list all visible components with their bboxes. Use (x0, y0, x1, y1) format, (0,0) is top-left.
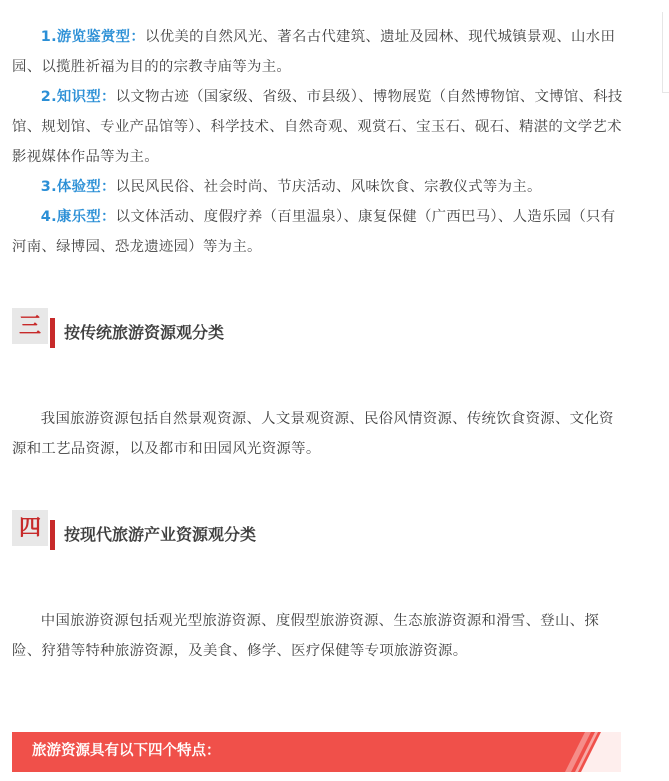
type-text-experience: 以民风民俗、社会时尚、节庆活动、风味饮食、宗教仪式等为主。 (115, 179, 542, 195)
banner-stripe-decoration (551, 732, 621, 772)
type-lead-experience: 3.体验型： (40, 179, 116, 195)
type-text-knowledge: 以文物古迹（国家级、省级、市县级）、博物展览（自然博物馆、文博馆、科技馆、规划馆、专业产品馆等）、科学技术、自然奇观、观赏石、宝玉石、砚石、精湛的文学艺术影视媒体作品等为主。 (12, 89, 623, 165)
section-number-4: 四 (12, 510, 48, 546)
type-paragraph-recreation (12, 202, 624, 262)
section-title-4: 按现代旅游产业资源观分类 (64, 525, 257, 544)
section-accent-bar (50, 520, 55, 550)
section-body-4: 中国旅游资源包括观光型旅游资源、度假型旅游资源、生态旅游资源和滑雪、登山、探险、狩猎等特种旅游资源，及美食、修学、医疗保健等专项旅游资源。 (12, 613, 600, 659)
type-text-sightseeing: 以优美的自然风光、著名古代建筑、遗址及园林、现代城镇景观、山水田园、以揽胜祈福为目的的宗教寺庙等为主。 (12, 29, 616, 75)
features-banner (12, 732, 621, 772)
features-banner-title: 旅游资源具有以下四个特点： (32, 743, 221, 759)
section-heading-3 (12, 308, 412, 352)
type-paragraph-knowledge (12, 82, 624, 172)
page-edge-decoration (662, 12, 669, 93)
section-body-3: 我国旅游资源包括自然景观资源、人文景观资源、民俗风情资源、传统饮食资源、文化资源和工艺品资源，以及都市和田园风光资源等。 (12, 411, 614, 457)
type-paragraph-sightseeing (12, 22, 624, 82)
type-lead-sightseeing: 1.游览鉴赏型： (40, 29, 146, 45)
section-accent-bar (50, 318, 55, 348)
type-paragraph-experience (12, 172, 624, 202)
section-heading-4 (12, 510, 412, 554)
section-number-3: 三 (12, 308, 48, 344)
type-text-recreation: 以文体活动、度假疗养（百里温泉）、康复保健（广西巴马）、人造乐园（只有河南、绿博园、恐龙遗迹园）等为主。 (12, 209, 616, 255)
type-lead-knowledge: 2.知识型： (40, 89, 116, 105)
type-lead-recreation: 4.康乐型： (40, 209, 116, 225)
section-title-3: 按传统旅游资源观分类 (64, 323, 225, 342)
